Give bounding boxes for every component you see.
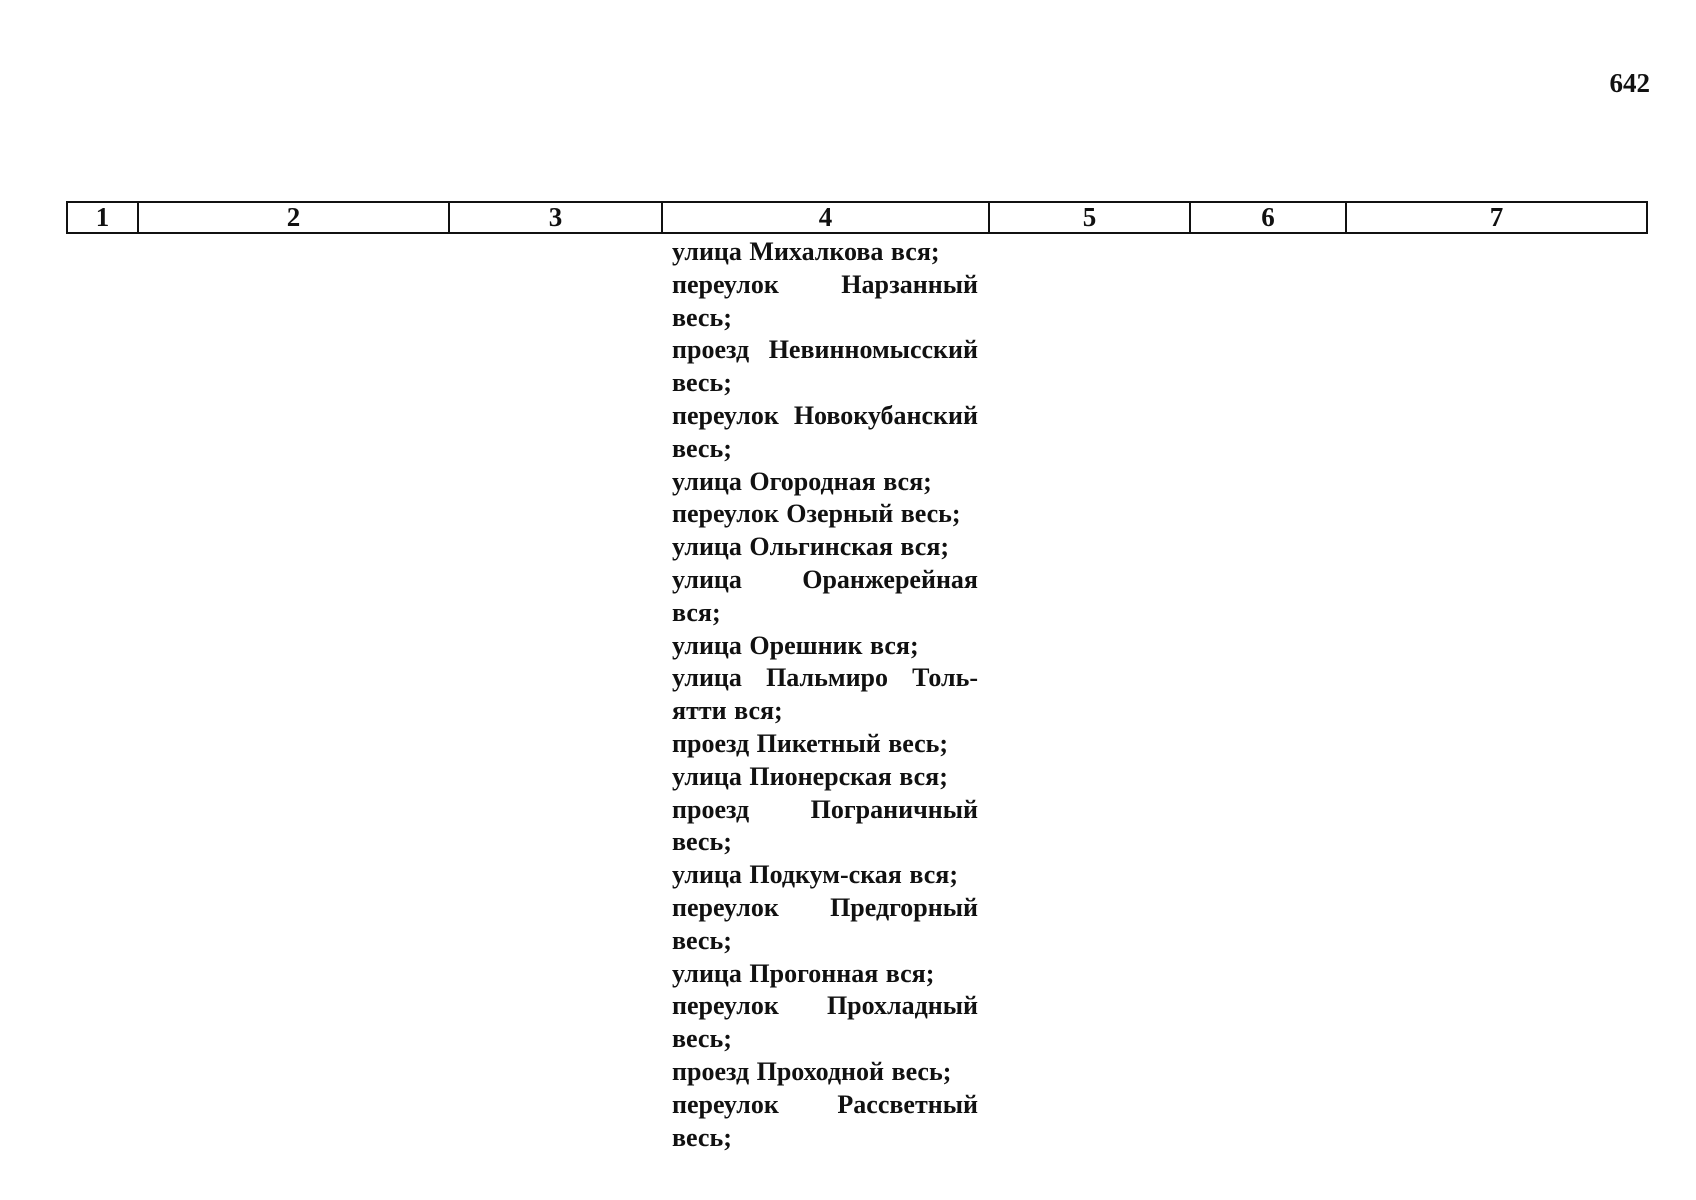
column-header-5: 5 [990, 203, 1191, 232]
street-entry: проезд Пикетный весь; [672, 728, 949, 758]
street-entry: улица Пальмиро Толь-ятти вся; [672, 663, 978, 726]
street-entry: улица Подкум-ская вся; [672, 860, 958, 890]
street-list [672, 236, 978, 1154]
street-entry: улица Оранжерейная вся; [672, 564, 978, 627]
street-entry: переулок Озерный весь; [672, 499, 961, 529]
street-entry: переулок Предгорный весь; [672, 892, 978, 955]
street-entry: переулок Нарзанный весь; [672, 269, 978, 332]
street-entry: улица Огородная вся; [672, 466, 932, 496]
column-header-2: 2 [139, 203, 450, 232]
column-header-7: 7 [1489, 202, 1504, 232]
column-header-6: 6 [1191, 203, 1347, 232]
table-header-row [66, 201, 1648, 234]
street-entry: улица Ольгинская вся; [672, 532, 950, 562]
street-entry: проезд Невинномысский весь; [672, 335, 978, 398]
street-entry: проезд Пограничный весь; [672, 794, 978, 857]
column-header-4: 4 [663, 203, 990, 232]
street-entry: переулок Новокубанский весь; [672, 400, 978, 463]
column-header-3: 3 [450, 203, 663, 232]
street-entry: улица Пионерская вся; [672, 761, 948, 791]
page-number: 642 [1609, 68, 1650, 98]
street-entry: улица Михалкова вся; [672, 237, 940, 266]
street-entry: переулок Прохладный весь; [672, 991, 978, 1054]
street-entry: переулок Рассветный весь; [672, 1089, 978, 1152]
street-entry: проезд Проходной весь; [672, 1056, 952, 1086]
street-entry: улица Орешник вся; [672, 630, 919, 660]
street-entry: улица Прогонная вся; [672, 958, 935, 988]
column-header-1: 1 [68, 203, 139, 232]
